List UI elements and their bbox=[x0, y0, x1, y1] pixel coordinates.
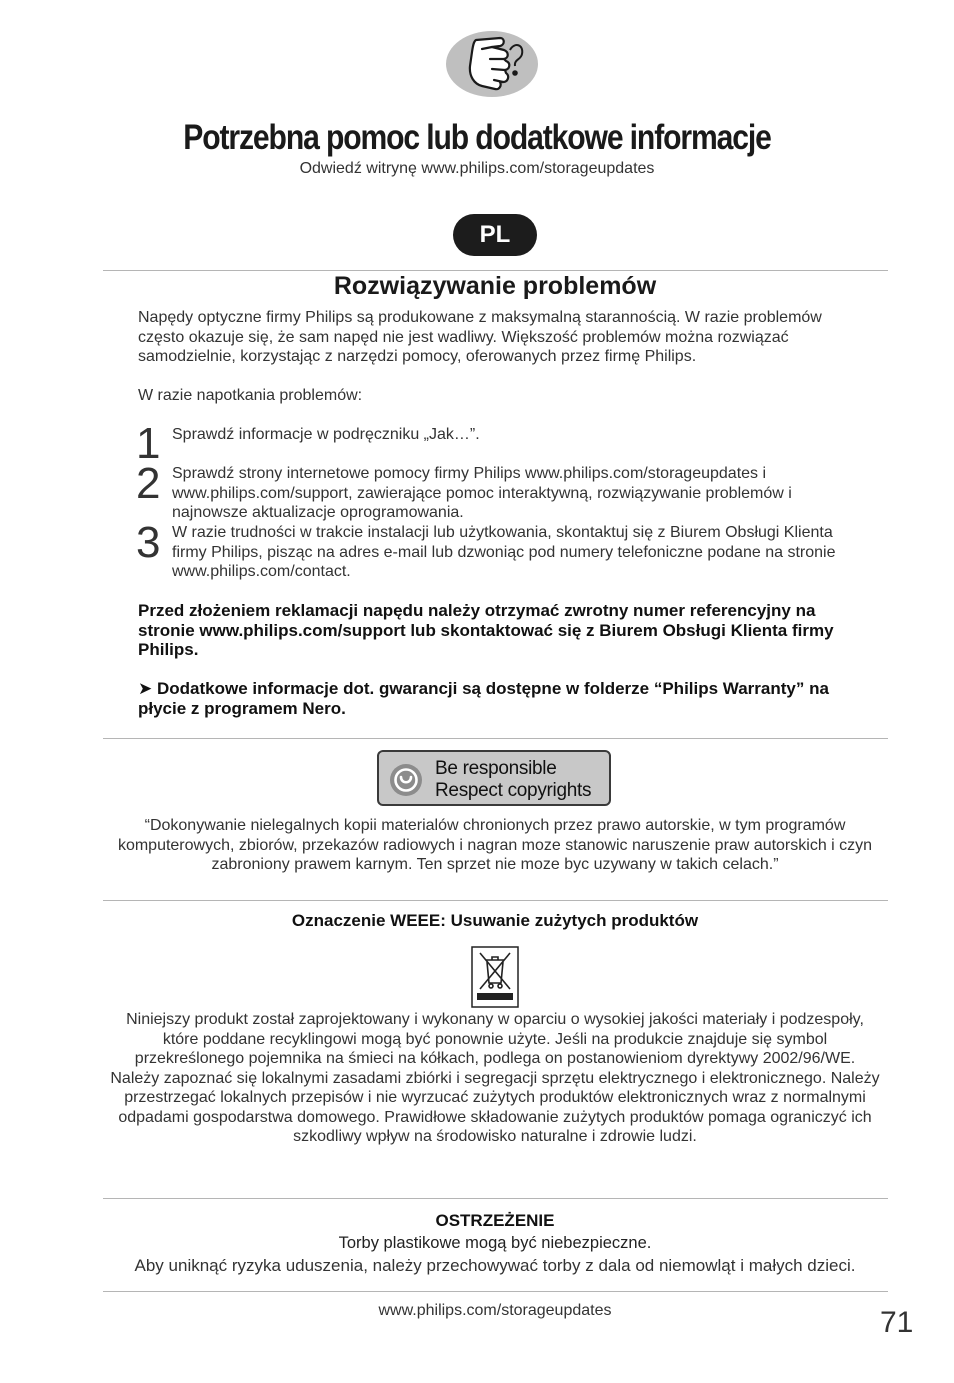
step-number: 2 bbox=[136, 459, 161, 508]
lead-paragraph: W razie napotkania problemów: bbox=[138, 387, 363, 404]
weee-title: Oznaczenie WEEE: Usuwanie zużytych produktów bbox=[291, 911, 699, 930]
warranty-note: ➤ Dodatkowe informacje dot. gwarancji są dostępne w folderze “Philips Warranty” na płycie z programem Nero. bbox=[138, 679, 829, 718]
badge-line-1: Be responsible bbox=[435, 758, 557, 779]
warning-line-2: Aby uniknąć ryzyka uduszenia, należy przechowywać torby z dala od niemowląt i małych dzieci. bbox=[134, 1256, 856, 1275]
step-text: W razie trudności w trakcie instalacji lub użytkowania, skontaktuj się z Biurem Obsługi Klienta firmy Philips, pisząc na adres e-mail lub dzwoniąc pod numery telefoniczne podane na stronie www.philips.com/contact. bbox=[172, 524, 836, 580]
reclamation-note: Przed złożeniem reklamacji napędu należy otrzymać zwrotny numer referencyjny na stronie www.philips.com/support lub skontaktować się z Biurem Obsługi Klienta firmy Philips. bbox=[138, 601, 834, 659]
step-number: 3 bbox=[136, 518, 161, 567]
copyright-badge bbox=[377, 750, 611, 806]
footer-url: www.philips.com/storageupdates bbox=[378, 1302, 612, 1319]
weee-paragraph: Niniejszy produkt został zaprojektowany i wykonany w oparciu o wysokiej jakości materiały i podzespoły, które poddane recyklingowi mogą być ponownie użyte. Jeśli na produkcie znajduje się symbol przekreślonego pojemnika na śmieci na kółkach, podlega on postanowieniom dyrektywy 2002/96/WE. Należy zapoznać się lokalnymi zasadami zbiórki i segregacji sprzętu elektrycznego i elektronicznego. Należy przestrzegać lokalnych przepisów i nie wyrzucać zużytych produktów elektronicznych wraz z normalnymi odpadami gospodarstwa domowego. Prawidłowe składowanie zużytych produktów pomaga ograniczyć ich szkodliwy wpływ na środowisko naturalne i zdrowie ludzi. bbox=[110, 1011, 880, 1145]
crossed-out-bin-icon bbox=[471, 946, 519, 1008]
divider bbox=[103, 1291, 888, 1292]
badge-line-2: Respect copyrights bbox=[435, 780, 592, 801]
page-number: 71 bbox=[880, 1306, 914, 1339]
warning-line-1: Torby plastikowe mogą być niebezpieczne. bbox=[338, 1234, 652, 1252]
language-badge: PL bbox=[453, 214, 537, 256]
subtitle: Odwiedź witrynę www.philips.com/storageupdates bbox=[299, 160, 655, 177]
divider bbox=[103, 738, 888, 739]
intro-paragraph: Napędy optyczne firmy Philips są produkowane z maksymalną starannością. W razie problemów często okazuje się, że sam napęd nie jest wadliwy. Większość problemów można rozwiązać samodzielnie, korzystając z narzędzi pomocy, oferowanych przez firmę Philips. bbox=[138, 309, 822, 365]
step-number: 1 bbox=[136, 419, 161, 468]
help-hand-icon bbox=[442, 28, 540, 100]
section-title: Rozwiązywanie problemów bbox=[333, 272, 657, 300]
divider bbox=[103, 900, 888, 901]
step-text: Sprawdź strony internetowe pomocy firmy Philips www.philips.com/storageupdates i www.philips.com/support, zawierające pomoc interaktywną, rozwiązywanie problemów i najnowsze aktualizacje oprogramowania. bbox=[172, 465, 792, 521]
step-text: Sprawdź informacje w podręczniku „Jak…”. bbox=[172, 426, 480, 443]
page-title: Potrzebna pomoc lub dodatkowe informacje bbox=[183, 118, 771, 157]
copyright-circle-icon bbox=[389, 763, 423, 797]
divider bbox=[103, 270, 888, 271]
copyright-paragraph: “Dokonywanie nielegalnych kopii materialów chronionych przez prawo autorskie, w tym programów komputerowych, zbiorów, przekazów radiowych i nagran moze stanowic naruszenie praw autorskich i czyn zabroniony prawem karnym. Ten sprzet nie moze byc uzywany w takich celach.” bbox=[117, 817, 873, 873]
divider bbox=[103, 1198, 888, 1199]
warning-title: OSTRZEŻENIE bbox=[435, 1211, 555, 1230]
